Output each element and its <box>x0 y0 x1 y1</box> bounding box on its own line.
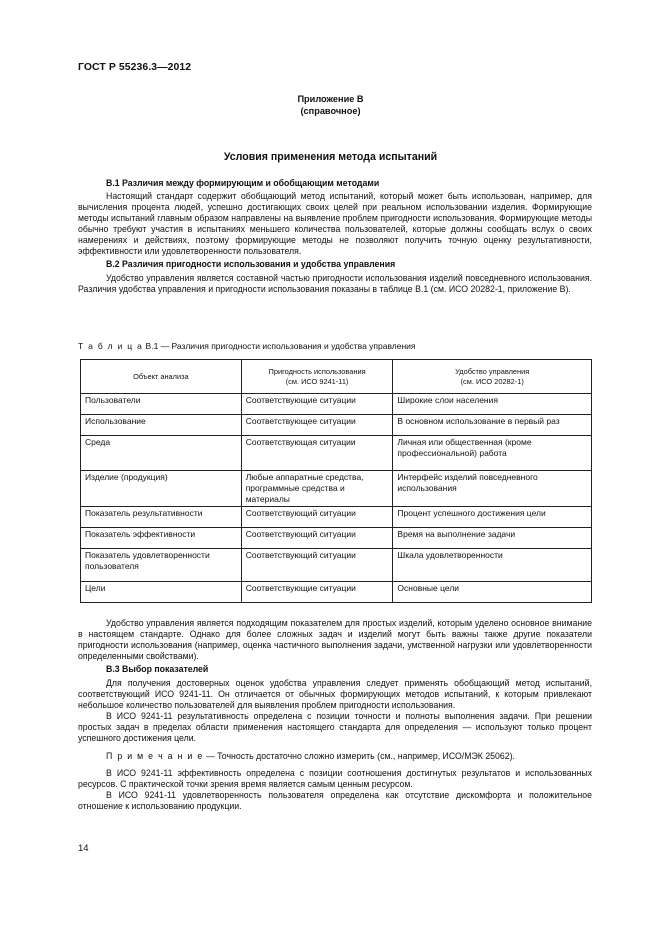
table-cell: Использование <box>81 415 242 436</box>
main-title: Условия применения метода испытаний <box>223 151 438 163</box>
table-cell: Показатель эффективности <box>81 528 242 549</box>
table-cell: Соответствующий ситуации <box>241 528 393 549</box>
section3-paragraph-1: Для получения достоверных оценок удобства управления следует применять обобщающий метод испытаний, соответствующий ИСО 9241-11. Он отличается от обычных формирующих методов испытаний, к которым привлекают небольшое количество пользователей для выявления проблем пригодности использования. <box>78 678 592 711</box>
section3-paragraph-2: В ИСО 9241-11 результативность определена с позиции точности и полноты выполнения задачи. При решении простых задач в пределах области применения настоящего стандарта для определения — используют только процент успешного достижения цели. <box>78 711 592 744</box>
table-caption <box>78 341 416 351</box>
after-table-text: Удобство управления является подходящим показателем для простых изделий, которым уделено основное внимание в настоящем стандарте. Однако для более сложных задач и изделий могут быть важны также другие показатели пригодности использования (например, оценка частичного выполнения задачи, умственной нагрузки или удовлетворенности определенными свойствами). <box>78 618 592 662</box>
table-cell: Соответствующий ситуации <box>241 549 393 582</box>
table-cell: Соответствующие ситуации <box>241 394 393 415</box>
section3-paragraph-4: В ИСО 9241-11 удовлетворенность пользователя определена как отсутствие дискомфорта и положительное отношение к использованию продукции. <box>78 789 592 811</box>
table-cell: Шкала удовлетворенности <box>393 549 592 582</box>
table-caption-label: Т а б л и ц а <box>78 341 144 351</box>
table-cell: Изделие (продукция) <box>81 471 242 507</box>
table-header-row <box>81 360 592 394</box>
annex-title: Приложение В <box>297 94 364 104</box>
table-header-accessibility: Удобство управления (см. ИСО 20282-1) <box>393 360 592 394</box>
note-text: — Точность достаточно сложно измерить (см., например, ИСО/МЭК 25062). <box>203 750 515 761</box>
table-row <box>81 415 592 436</box>
section2-text: Удобство управления является составной частью пригодности использования изделий повседневного использования. Различия удобства управления и пригодности использования показаны в таблице В.1 (см. ИСО 20282-1, приложение В). <box>78 273 592 295</box>
table-cell: Показатель удовлетворенности пользователя <box>81 549 242 582</box>
table-cell: Соответствующее ситуации <box>241 415 393 436</box>
table-cell: Широкие слои населения <box>393 394 592 415</box>
table-row <box>81 436 592 471</box>
table-row <box>81 528 592 549</box>
table-cell: Соответствующий ситуации <box>241 507 393 528</box>
section3-heading: В.3 Выбор показателей <box>106 664 209 675</box>
table-cell: Любые аппаратные средства, программные средства и материалы <box>241 471 393 507</box>
table-cell: Основные цели <box>393 582 592 603</box>
page-number: 14 <box>78 843 89 854</box>
standard-code: ГОСТ Р 55236.3—2012 <box>78 62 192 73</box>
table-row <box>81 507 592 528</box>
annex-kind: (справочное) <box>300 106 361 116</box>
comparison-table <box>80 359 592 603</box>
table-cell: Время на выполнение задачи <box>393 528 592 549</box>
table-cell: Интерфейс изделий повседневного использования <box>393 471 592 507</box>
table-row <box>81 394 592 415</box>
table-row <box>81 471 592 507</box>
sections-block-1 <box>78 178 592 295</box>
table-cell: Процент успешного достижения цели <box>393 507 592 528</box>
section1-heading: В.1 Различия между формирующим и обобщающим методами <box>106 178 380 188</box>
table-cell: Цели <box>81 582 242 603</box>
section3-paragraph-3: В ИСО 9241-11 эффективность определена с позиции соотношения достигнутых результатов и использованных ресурсов. С практической точки зрения время является самым ценным ресурсом. <box>78 767 592 789</box>
table-row <box>81 582 592 603</box>
section2-heading: В.2 Различия пригодности использования и удобства управления <box>106 259 396 270</box>
table-cell: Соответствующая ситуации <box>241 436 393 471</box>
sections-block-2 <box>78 618 592 812</box>
table-cell: В основном использование в первый раз <box>393 415 592 436</box>
note-label: П р и м е ч а н и е <box>106 750 204 761</box>
table-header-usability: Пригодность использования (см. ИСО 9241-11) <box>241 360 393 394</box>
table-header-object: Объект анализа <box>81 360 242 394</box>
table-cell: Соответствующие ситуации <box>241 582 393 603</box>
section3-note <box>78 751 592 762</box>
table-row <box>81 549 592 582</box>
table-cell: Пользователи <box>81 394 242 415</box>
table-cell: Показатель результативности <box>81 507 242 528</box>
section1-text: Настоящий стандарт содержит обобщающий метод испытаний, который может быть использован, например, для вычисления процента людей, успешно достигающих своих целей при реальном использовании изделия. Формирующие методы испытаний главным образом направлены на выявление проблем пригодности использования. Формирующие методы обычно требуют участия в испытаниях меньшего количества пользователей, которые должны сообщать вслух о своих намерениях и действиях, поэтому формирующие методы не позволяют получить точную оценку результативности, эффективности или удовлетворенности пользователя. <box>78 191 592 257</box>
table-cell: Личная или общественная (кроме профессиональной) работа <box>393 436 592 471</box>
table-cell: Среда <box>81 436 242 471</box>
table-caption-text: В.1 — Различия пригодности использования и удобства управления <box>145 341 416 351</box>
